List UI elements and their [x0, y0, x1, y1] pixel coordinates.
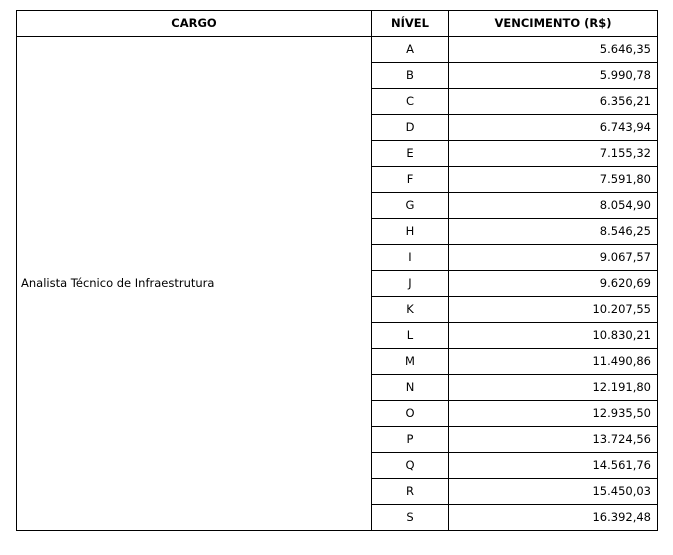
- vencimento-cell: 6.356,21: [449, 89, 658, 115]
- vencimento-cell: 5.646,35: [449, 37, 658, 63]
- header-vencimento: VENCIMENTO (R$): [449, 11, 658, 37]
- nivel-cell: M: [372, 349, 449, 375]
- nivel-cell: C: [372, 89, 449, 115]
- nivel-cell: B: [372, 63, 449, 89]
- vencimento-cell: 12.191,80: [449, 375, 658, 401]
- salary-table: [16, 10, 658, 531]
- vencimento-cell: 10.830,21: [449, 323, 658, 349]
- nivel-cell: N: [372, 375, 449, 401]
- header-cargo: CARGO: [17, 11, 372, 37]
- vencimento-cell: 9.067,57: [449, 245, 658, 271]
- header-nivel: NÍVEL: [372, 11, 449, 37]
- vencimento-cell: 10.207,55: [449, 297, 658, 323]
- header-row: [17, 11, 658, 37]
- vencimento-cell: 8.054,90: [449, 193, 658, 219]
- vencimento-cell: 15.450,03: [449, 479, 658, 505]
- nivel-cell: G: [372, 193, 449, 219]
- nivel-cell: E: [372, 141, 449, 167]
- vencimento-cell: 5.990,78: [449, 63, 658, 89]
- vencimento-cell: 7.591,80: [449, 167, 658, 193]
- vencimento-cell: 12.935,50: [449, 401, 658, 427]
- nivel-cell: R: [372, 479, 449, 505]
- nivel-cell: P: [372, 427, 449, 453]
- vencimento-cell: 11.490,86: [449, 349, 658, 375]
- table-body: [17, 37, 658, 531]
- cargo-cell: Analista Técnico de Infraestrutura: [17, 37, 372, 531]
- nivel-cell: A: [372, 37, 449, 63]
- nivel-cell: Q: [372, 453, 449, 479]
- vencimento-cell: 14.561,76: [449, 453, 658, 479]
- vencimento-cell: 13.724,56: [449, 427, 658, 453]
- nivel-cell: I: [372, 245, 449, 271]
- nivel-cell: L: [372, 323, 449, 349]
- nivel-cell: S: [372, 505, 449, 531]
- vencimento-cell: 16.392,48: [449, 505, 658, 531]
- vencimento-cell: 9.620,69: [449, 271, 658, 297]
- nivel-cell: H: [372, 219, 449, 245]
- nivel-cell: D: [372, 115, 449, 141]
- table-row: [17, 37, 658, 63]
- vencimento-cell: 7.155,32: [449, 141, 658, 167]
- vencimento-cell: 6.743,94: [449, 115, 658, 141]
- vencimento-cell: 8.546,25: [449, 219, 658, 245]
- nivel-cell: F: [372, 167, 449, 193]
- nivel-cell: K: [372, 297, 449, 323]
- nivel-cell: O: [372, 401, 449, 427]
- nivel-cell: J: [372, 271, 449, 297]
